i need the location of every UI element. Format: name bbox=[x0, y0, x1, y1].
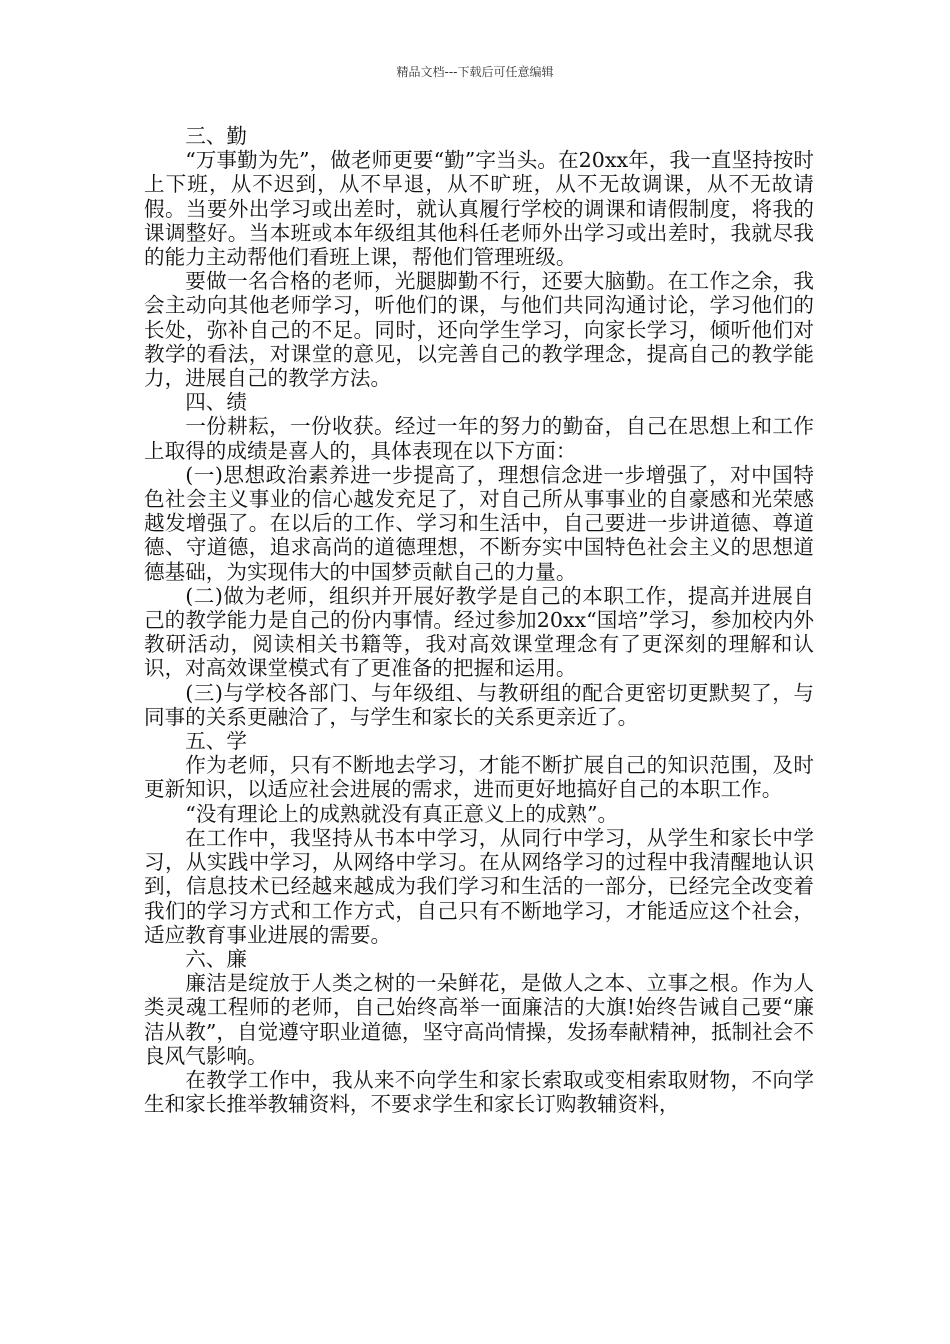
paragraph: 廉洁是绽放于人类之树的一朵鲜花，是做人之本、立事之根。作为人类灵魂工程师的老师，自己始终高举一面廉洁的大旗!始终告诫自己要“廉洁从教”，自觉遵守职业道德，坚守高尚情操，发扬奉献精神，抵制社会不良风气影响。 bbox=[144, 971, 814, 1068]
paragraph: (二)做为老师，组织并开展好教学是自己的本职工作，提高并进展自己的教学能力是自己的份内事情。经过参加20xx“国培”学习，参加校内外教研活动，阅读相关书籍等，我对高效课堂理念有了更深刻的理解和认识，对高效课堂模式有了更准备的把握和运用。 bbox=[144, 583, 814, 681]
paragraph: 在教学工作中，我从来不向学生和家长索取或变相索取财物，不向学生和家长推举教辅资料，不要求学生和家长订购教辅资料， bbox=[144, 1067, 814, 1117]
section-lian bbox=[144, 947, 814, 1116]
paragraph: 要做一名合格的老师，光腿脚勤不行，还要大脑勤。在工作之余，我会主动向其他老师学习，听他们的课，与他们共同沟通讨论，学习他们的长处，弥补自己的不足。同时，还向学生学习，向家长学习，倾听他们对教学的看法，对课堂的意见，以完善自己的教学理念，提高自己的教学能力，进展自己的教学方法。 bbox=[144, 269, 814, 391]
paragraph: 作为老师，只有不断地去学习，才能不断扩展自己的知识范围，及时更新知识，以适应社会进展的需求，进而更好地搞好自己的本职工作。 bbox=[144, 753, 814, 802]
document-body bbox=[144, 124, 814, 1116]
paragraph: (三)与学校各部门、与年级组、与教研组的配合更密切更默契了，与同事的关系更融洽了，与学生和家长的关系更亲近了。 bbox=[144, 680, 814, 729]
quote-paragraph: “没有理论上的成熟就没有真正意义上的成熟”。 bbox=[185, 801, 619, 826]
section-heading: 六、廉 bbox=[185, 946, 247, 971]
section-qin bbox=[144, 124, 814, 390]
section-heading: 五、学 bbox=[185, 729, 247, 754]
paragraph: 一份耕耘，一份收获。经过一年的努力的勤奋，自己在思想上和工作上取得的成绩是喜人的，具体表现在以下方面： bbox=[144, 414, 814, 463]
paragraph: “万事勤为先”，做老师更要“勤”字当头。在20xx年，我一直坚持按时上下班，从不迟到，从不早退，从不旷班，从不无故调课，从不无故请假。当要外出学习或出差时，就认真履行学校的调课和请假制度，将我的课调整好。当本班或本年级组其他科任老师外出学习或出差时，我就尽我的能力主动帮他们看班上课，帮他们管理班级。 bbox=[144, 148, 814, 270]
paragraph: (一)思想政治素养进一步提高了，理想信念进一步增强了，对中国特色社会主义事业的信心越发充足了，对自己所从事事业的自豪感和光荣感越发增强了。在以后的工作、学习和生活中，自己要进一步讲道德、尊道德、守道德，追求高尚的道德理想，不断夯实中国特色社会主义的思想道德基础，为实现伟大的中国梦贡献自己的力量。 bbox=[144, 462, 814, 584]
section-xue bbox=[144, 729, 814, 947]
section-ji bbox=[144, 390, 814, 729]
page-header: 精品文档---下载后可任意编辑 bbox=[396, 65, 554, 79]
paragraph: 在工作中，我坚持从书本中学习，从同行中学习，从学生和家长中学习，从实践中学习，从网络中学习。在从网络学习的过程中我清醒地认识到，信息技术已经越来越成为我们学习和生活的一部分，已经完全改变着我们的学习方式和工作方式，自己只有不断地学习，才能适应这个社会，适应教育事业进展的需要。 bbox=[144, 825, 814, 947]
section-heading: 三、勤 bbox=[185, 124, 247, 148]
section-heading: 四、绩 bbox=[185, 390, 247, 415]
